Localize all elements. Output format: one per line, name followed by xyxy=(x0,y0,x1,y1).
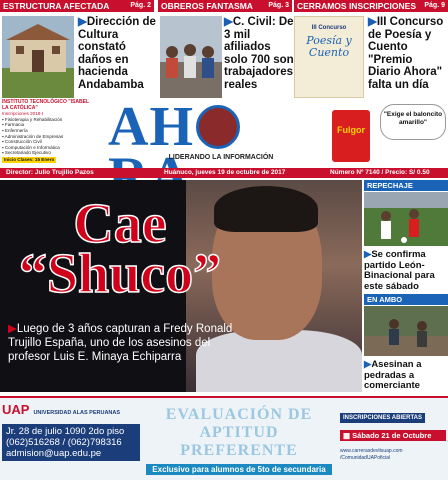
teaser-section-tag xyxy=(0,0,154,12)
edition-number-price: Número Nº 7140 / Precio: S/ 0.50 xyxy=(330,169,430,176)
classes-start-badge: Inicio Clases: 15 Enero xyxy=(4,156,55,162)
exam-date: ▦ Sábado 21 de Octubre xyxy=(340,430,446,441)
speech-bubble: "Exige el baloncito amarillo" xyxy=(380,104,446,140)
section-label: ESTRUCTURA AFECTADA xyxy=(3,1,110,11)
masthead xyxy=(0,96,448,168)
uap-phones: (062)516268 / (062)798316 xyxy=(6,437,122,448)
poster-title: III Concurso xyxy=(311,25,347,31)
university-ad[interactable] xyxy=(0,396,448,480)
uap-email[interactable]: admision@uap.edu.pe xyxy=(6,448,102,459)
calendar-icon: ▦ xyxy=(343,431,353,440)
ad-web-links[interactable] xyxy=(340,448,446,462)
logo-text-left: AH xyxy=(108,96,194,158)
institute-item: ▪ Administración de Empresas xyxy=(2,133,64,139)
registration-badge: INSCRIPCIONES ABIERTAS xyxy=(340,413,425,423)
institute-item: ▪ Secretariado Ejecutivo xyxy=(2,150,51,156)
tagline: LIDERANDO LA INFORMACIÓN xyxy=(168,154,274,161)
institute-subtitle: Inscripciones 2018-I xyxy=(2,111,44,117)
side-section-label: REPECHAJE xyxy=(364,180,448,191)
institute-item: ▪ Farmacia xyxy=(2,122,25,128)
fulgor-bag: Fulgor xyxy=(332,110,370,162)
crime-scene-photo xyxy=(364,306,448,356)
teaser-concurso[interactable] xyxy=(294,0,448,100)
uap-address: Jr. 28 de julio 1090 2do piso xyxy=(6,426,125,437)
main-story[interactable] xyxy=(0,180,362,392)
football-photo xyxy=(364,192,448,246)
eval-audience: Exclusivo para alumnos de 5to de secundaria xyxy=(146,464,332,475)
page-ref: Pág. 2 xyxy=(130,2,151,9)
poster-script: Poesía y Cuento xyxy=(306,34,352,59)
teaser-headline: ▶C. Civil: De 3 mil afiliados solo 700 son trabajadores reales xyxy=(224,16,294,91)
institute-name: INSTITUTO TECNOLÓGICO "ISABEL LA CATÓLICA" xyxy=(2,99,89,111)
director-credit: Director: Julio Trujillo Pazos xyxy=(6,169,94,176)
side-headline[interactable]: ▶Asesinan a pedradas a comerciante xyxy=(364,359,422,391)
eval-line2: PREFERENTE xyxy=(180,442,298,459)
teaser-section-tag xyxy=(294,0,448,12)
section-label: CERRAMOS INSCRIPCIONES xyxy=(297,1,417,11)
page-ref: Pág. 9 xyxy=(424,2,445,9)
institute-item: ▪ Construcción Civil xyxy=(2,139,42,145)
hacienda-photo xyxy=(2,16,74,98)
teaser-bar xyxy=(0,0,448,100)
side-column xyxy=(364,180,448,392)
evaluation-title xyxy=(146,406,332,474)
institute-item: ▪ Enfermería xyxy=(2,127,28,133)
teaser-headline: ▶Dirección de Cultura constató daños en hacienda Andabamba xyxy=(78,16,156,91)
institute-item: ▪ Computación e Informática xyxy=(2,144,60,150)
info-strip xyxy=(0,168,448,178)
uap-contact-box xyxy=(2,424,140,461)
side-headline[interactable]: ▶Se confirma partido León-Binacional para este sábado xyxy=(364,249,435,292)
institute-item: ▪ Fisioterapia y Rehabilitación xyxy=(2,116,63,122)
main-headline-line2: “Shuco” xyxy=(18,243,222,305)
ad-right-panel xyxy=(340,406,446,466)
teaser-headline: ▶III Concurso de Poesía y Cuento "Premio Diario Ahora" falta un día xyxy=(368,16,444,91)
teaser-obreros[interactable] xyxy=(158,0,292,100)
edition-date: Huánuco, jueves 19 de octubre de 2017 xyxy=(164,169,286,176)
ad-website[interactable]: www.carrerasdevitsuap.com xyxy=(340,448,403,454)
institute-ad[interactable] xyxy=(2,100,94,164)
main-headline-line1: Cae xyxy=(73,193,167,255)
section-label: OBREROS FANTASMA xyxy=(161,1,253,11)
uap-logo: UAP UNIVERSIDAD ALAS PERUANAS xyxy=(2,402,121,417)
fulgor-promo[interactable] xyxy=(322,104,446,164)
contest-poster xyxy=(294,16,364,98)
eval-line1: EVALUACIÓN DE APTITUD xyxy=(165,406,313,441)
logo-portrait-o xyxy=(196,105,240,149)
workers-photo xyxy=(160,16,222,98)
page-ref: Pág. 3 xyxy=(268,2,289,9)
side-section-label: EN AMBO xyxy=(364,294,448,305)
teaser-estructura[interactable] xyxy=(0,0,156,100)
ad-social[interactable]: /ComunidadUAPoficial xyxy=(340,455,391,461)
main-deck: ▶Luego de 3 años capturan a Fredy Ronald Trujillo España, uno de los asesinos del profesor Luis E. Minaya Echiparra xyxy=(8,323,233,363)
teaser-section-tag xyxy=(158,0,292,12)
